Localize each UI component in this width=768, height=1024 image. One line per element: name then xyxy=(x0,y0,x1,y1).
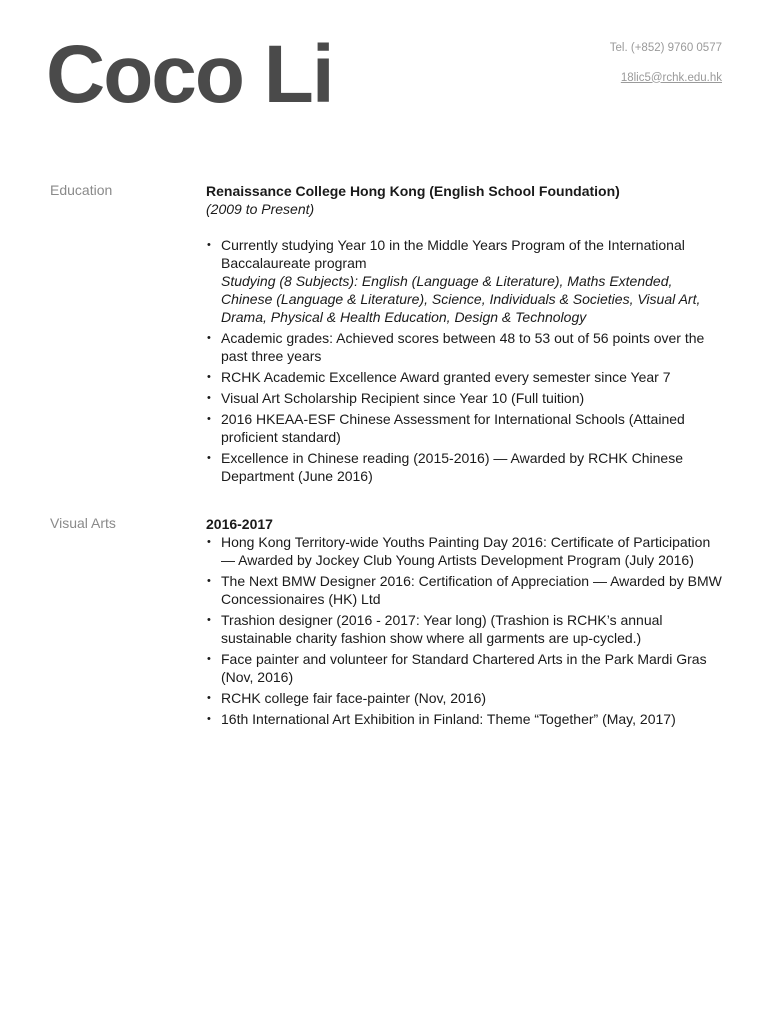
list-item xyxy=(206,611,726,647)
list-item-subtext: Studying (8 Subjects): English (Language & Literature), Maths Extended, Chinese (Language & Literature), Science, Individuals & Societies, Visual Art, Drama, Physical & Health Education, Design & Technology xyxy=(221,273,701,325)
list-item xyxy=(206,689,726,707)
bullet-icon: • xyxy=(207,452,211,464)
bullet-icon: • xyxy=(207,371,211,383)
bullet-icon: • xyxy=(207,239,211,251)
visual-arts-label: Visual Arts xyxy=(50,515,116,531)
bullet-icon: • xyxy=(207,614,211,626)
institution-name: Renaissance College Hong Kong (English School Foundation) xyxy=(206,183,620,199)
bullet-icon: • xyxy=(207,575,211,587)
list-item-text: RCHK college fair face-painter (Nov, 2016) xyxy=(221,690,487,706)
visual-arts-body xyxy=(206,515,726,731)
bullet-icon: • xyxy=(207,692,211,704)
list-item-text: Currently studying Year 10 in the Middle Years Program of the International Baccalaureate program xyxy=(221,237,685,271)
education-list xyxy=(206,236,726,485)
bullet-icon: • xyxy=(207,413,211,425)
list-item xyxy=(206,710,726,728)
list-item-text: Visual Art Scholarship Recipient since Year 10 (Full tuition) xyxy=(221,390,585,406)
bullet-icon: • xyxy=(207,536,211,548)
bullet-icon: • xyxy=(207,713,211,725)
list-item-text: RCHK Academic Excellence Award granted every semester since Year 7 xyxy=(221,369,671,385)
list-item xyxy=(206,389,726,407)
institution-dates: (2009 to Present) xyxy=(206,201,315,217)
list-item xyxy=(206,329,726,365)
visual-arts-list xyxy=(206,533,726,728)
list-item-text: Excellence in Chinese reading (2015-2016) — Awarded by RCHK Chinese Department (June 2016) xyxy=(221,450,683,484)
education-body xyxy=(206,182,726,488)
bullet-icon: • xyxy=(207,392,211,404)
list-item xyxy=(206,572,726,608)
contact-block xyxy=(610,43,722,84)
email-link[interactable]: 18lic5@rchk.edu.hk xyxy=(620,71,722,84)
visual-arts-year: 2016-2017 xyxy=(206,516,273,532)
list-item xyxy=(206,410,726,446)
list-item xyxy=(206,650,726,686)
list-item xyxy=(206,368,726,386)
education-label: Education xyxy=(50,182,113,198)
list-item-text: Academic grades: Achieved scores between 48 to 53 out of 56 points over the past three years xyxy=(221,330,705,364)
list-item xyxy=(206,236,726,326)
candidate-name: Coco Li xyxy=(46,29,333,120)
bullet-icon: • xyxy=(207,653,211,665)
list-item-text: The Next BMW Designer 2016: Certification of Appreciation — Awarded by BMW Concessionaires (HK) Ltd xyxy=(221,573,722,607)
list-item-text: Hong Kong Territory-wide Youths Painting Day 2016: Certificate of Participation — Awarded by Jockey Club Young Artists Development Program (July 2016) xyxy=(221,534,711,568)
list-item xyxy=(206,533,726,569)
list-item-text: 2016 HKEAA-ESF Chinese Assessment for International Schools (Attained proficient standard) xyxy=(221,411,685,445)
phone-number: Tel. (+852) 9760 0577 xyxy=(609,42,722,54)
list-item-text: 16th International Art Exhibition in Finland: Theme “Together” (May, 2017) xyxy=(221,711,676,727)
bullet-icon: • xyxy=(207,332,211,344)
list-item-text: Face painter and volunteer for Standard Chartered Arts in the Park Mardi Gras (Nov, 2016) xyxy=(221,651,707,685)
list-item xyxy=(206,449,726,485)
list-item-text: Trashion designer (2016 - 2017: Year long) (Trashion is RCHK’s annual sustainable charity fashion show where all garments are up-cycled.) xyxy=(221,612,663,646)
